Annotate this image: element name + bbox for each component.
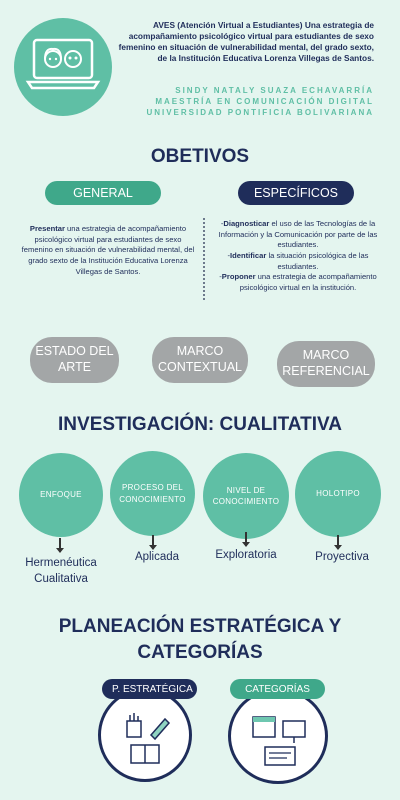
marco-contextual-pill: MARCO CONTEXTUAL [152, 337, 248, 383]
general-body: una estrategia de acompañamiento psicológico virtual para estudiantes de sexo femenino en situación de vulnerabilidad mental, del grado sexto de la Institución Educativa Lorenza Villegas de Santos. [21, 224, 195, 276]
computer-screens-icon [231, 691, 325, 781]
objectives-heading: OBETIVOS [150, 146, 250, 167]
specific-objectives-text [214, 219, 382, 293]
program-name: MAESTRÍA EN COMUNICACIÓN DIGITAL [155, 96, 374, 106]
holotipo-circle: HOLOTIPO [295, 451, 381, 537]
arrow-down-icon [245, 532, 247, 546]
specific-item: -Identificar la situación psicológica de las estudiantes. [227, 250, 369, 271]
nivel-value: Exploratoria [215, 549, 277, 561]
specific-item: -Diagnosticar el uso de las Tecnologías de la Información y la Comunicación por parte de las estudiantes. [218, 219, 378, 250]
specific-item: -Proponer una estrategia de acompañamiento psicológico virtual en la institución. [219, 272, 377, 292]
proceso-value: Aplicada [134, 551, 180, 563]
strategic-tag: P. ESTRATÉGICA [102, 679, 197, 699]
strategic-ring [98, 688, 192, 782]
enfoque-circle: ENFOQUE [19, 453, 103, 537]
nivel-circle: NIVEL DE CONOCIMIENTO [203, 453, 289, 539]
author-block [116, 86, 374, 118]
proceso-circle: PROCESO DEL CONOCIMIENTO [110, 451, 195, 536]
document-title: AVES (Atención Virtual a Estudiantes) Una estrategia de acompañamiento psicológico virtual para estudiantes de sexo femenino en situación de vulnerabilidad mental, del grado sexto, de la Institución Educativa Lorenza Villegas de Santos. [118, 20, 374, 63]
marco-referencial-pill: MARCO REFERENCIAL [277, 341, 375, 387]
dotted-divider [203, 218, 207, 300]
general-objective-text [20, 224, 196, 277]
arrow-down-icon [337, 535, 339, 549]
laptop-faces-icon [14, 18, 112, 116]
arrow-down-icon [152, 535, 154, 549]
research-heading: INVESTIGACIÓN: CUALITATIVA [58, 414, 342, 435]
estado-del-arte-pill: ESTADO DEL ARTE [30, 337, 119, 383]
planning-heading: PLANEACIÓN ESTRATÉGICA Y CATEGORÍAS [58, 616, 342, 663]
general-pill: GENERAL [45, 181, 161, 205]
enfoque-value: Hermenéutica Cualitativa [25, 557, 97, 585]
university-name: UNIVERSIDAD PONTIFICIA BOLIVARIANA [146, 107, 374, 117]
author-name: SINDY NATALY SUAZA ECHAVARRÍA [175, 86, 374, 95]
categories-tag: CATEGORÍAS [230, 679, 325, 699]
categories-ring [228, 688, 328, 784]
general-keyword: Presentar [29, 224, 65, 233]
specific-pill: ESPECÍFICOS [238, 181, 354, 205]
arrow-down-icon [59, 538, 61, 552]
holotipo-value: Proyectiva [315, 551, 369, 563]
pencil-notebook-icon [101, 691, 189, 779]
logo-circle [14, 18, 112, 116]
